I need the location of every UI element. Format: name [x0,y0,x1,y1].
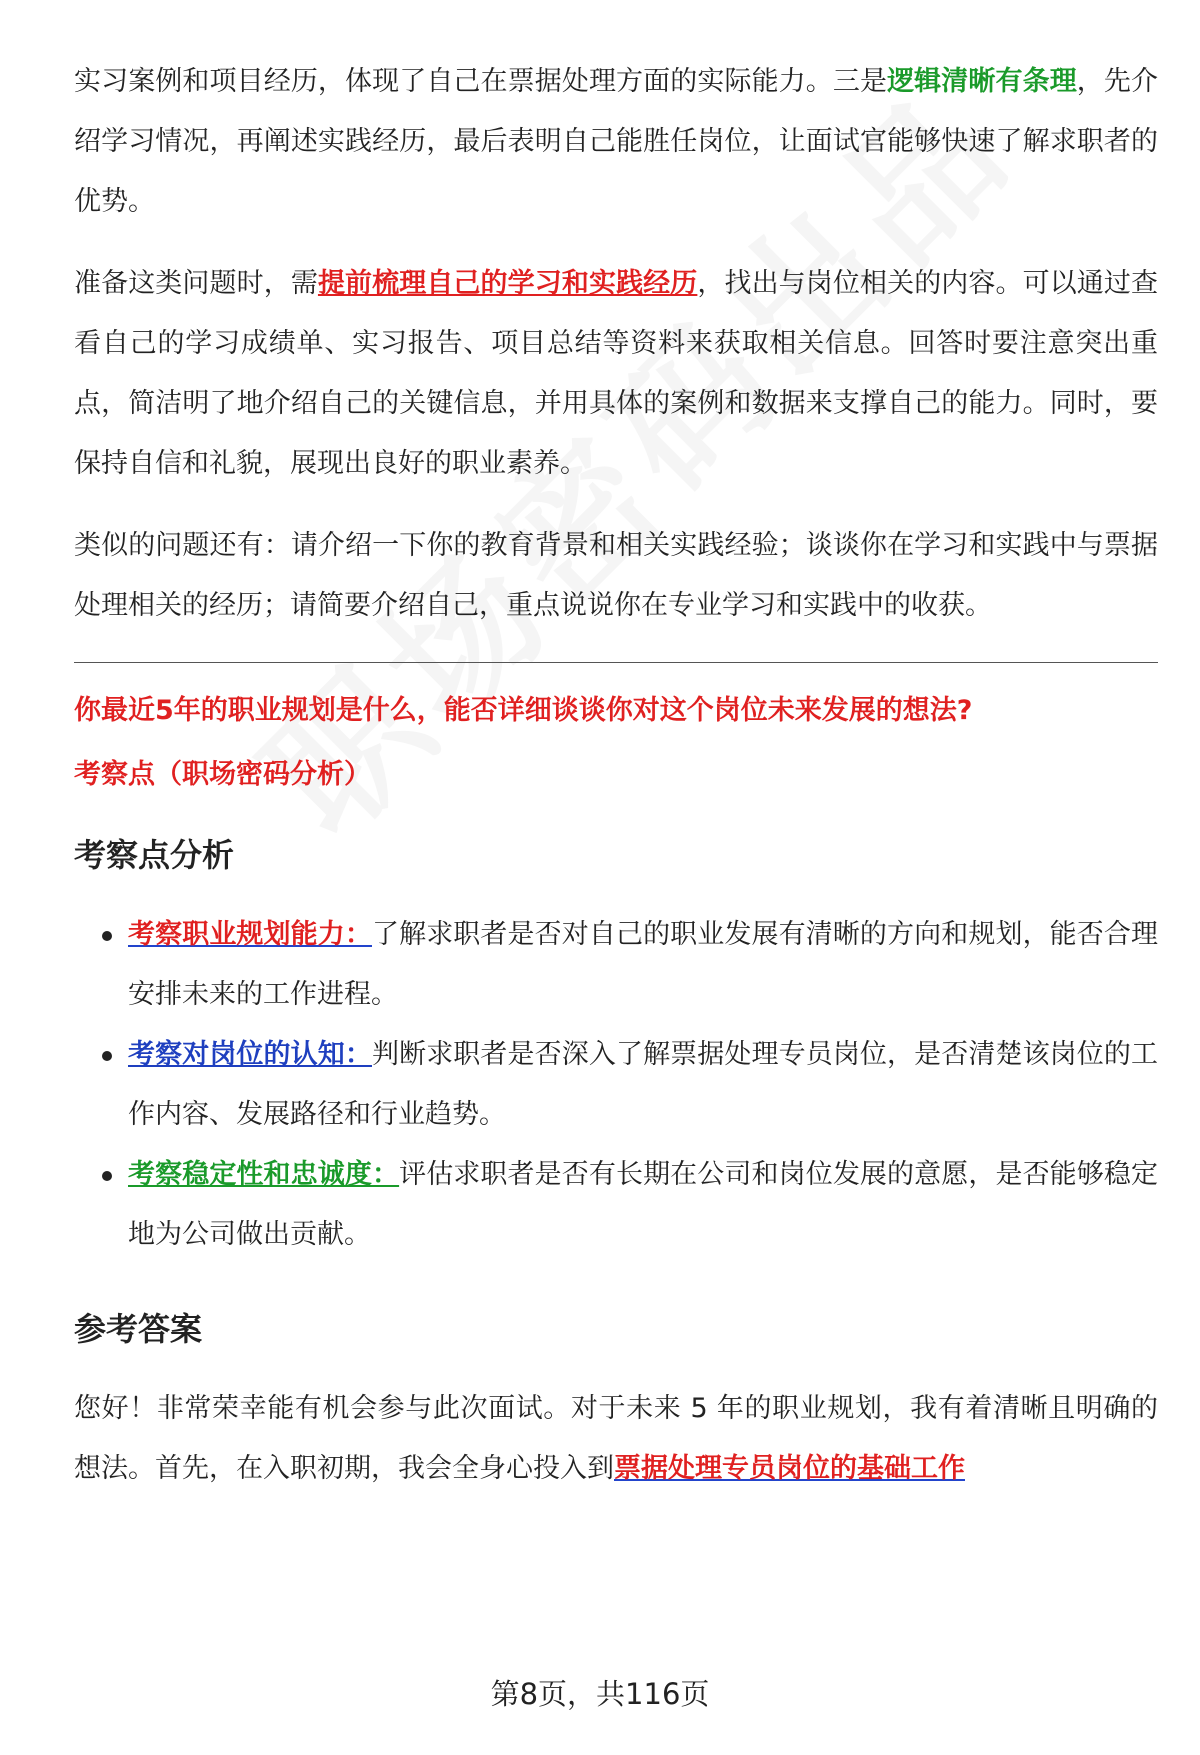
paragraph-text: ，先介绍学习情况，再阐述实践经历，最后表明自己能胜任岗位，让面试官能够快速了解求职者的优势。 [74,66,1159,217]
paragraph-text: 准备这类问题时，需 [74,268,318,299]
paragraph-text: 实习案例和项目经历，体现了自己在票据处理方面的实际能力。三是 [74,66,888,97]
point-label: 考察对岗位的认知： [128,1039,372,1070]
point-text: 评估求职者是否有长期在公司和岗位发展的意愿，是否能够稳定地为公司做出贡献。 [128,1159,1159,1250]
bullet-icon [102,931,112,941]
answer-paragraph [74,1379,1158,1499]
point-text: 了解求职者是否对自己的职业发展有清晰的方向和规划，能否合理安排未来的工作进程。 [128,919,1159,1010]
point-text: 判断求职者是否深入了解票据处理专员岗位，是否清楚该岗位的工作内容、发展路径和行业趋势。 [128,1039,1159,1130]
paragraph-text: ，找出与岗位相关的内容。可以通过查看自己的学习成绩单、实习报告、项目总结等资料来获取相关信息。回答时要注意突出重点，简洁明了地介绍自己的关键信息，并用具体的案例和数据来支撑自己的能力。同时，要保持自信和礼貌，展现出良好的职业素养。 [74,268,1159,479]
point-label: 考察稳定性和忠诚度： [128,1159,400,1190]
document-body [74,52,1158,1521]
bullet-icon [102,1171,112,1181]
bullet-icon [102,1051,112,1061]
highlight-text: 逻辑清晰有条理 [887,66,1077,97]
highlight-text: 票据处理专员岗位的基础工作 [614,1453,965,1484]
paragraph-text: 您好！非常荣幸能有机会参与此次面试。对于未来 5 年的职业规划，我有着清晰且明确的想法。首先，在入职初期，我会全身心投入到 [74,1393,1158,1484]
analysis-heading: 考察点分析 [74,836,235,874]
interview-question: 你最近5年的职业规划是什么，能否详细谈谈你对这个岗位未来发展的想法? [74,695,973,726]
section-divider [74,662,1158,663]
list-item [128,1145,1158,1265]
paragraph-2 [74,254,1158,494]
list-item [128,1025,1158,1145]
highlight-text: 提前梳理自己的学习和实践经历 [317,268,698,299]
question-subtitle: 考察点（职场密码分析） [74,759,371,790]
list-item [128,905,1158,1025]
paragraph-3: 类似的问题还有：请介绍一下你的教育背景和相关实践经验；谈谈你在学习和实践中与票据处理相关的经历；请简要介绍自己，重点说说你在专业学习和实践中的收获。 [74,530,1158,621]
point-label: 考察职业规划能力： [128,919,372,950]
answer-heading: 参考答案 [74,1310,203,1348]
page-footer: 第8页，共116页 [490,1677,710,1711]
paragraph-1 [74,52,1158,232]
analysis-list [74,905,1158,1265]
